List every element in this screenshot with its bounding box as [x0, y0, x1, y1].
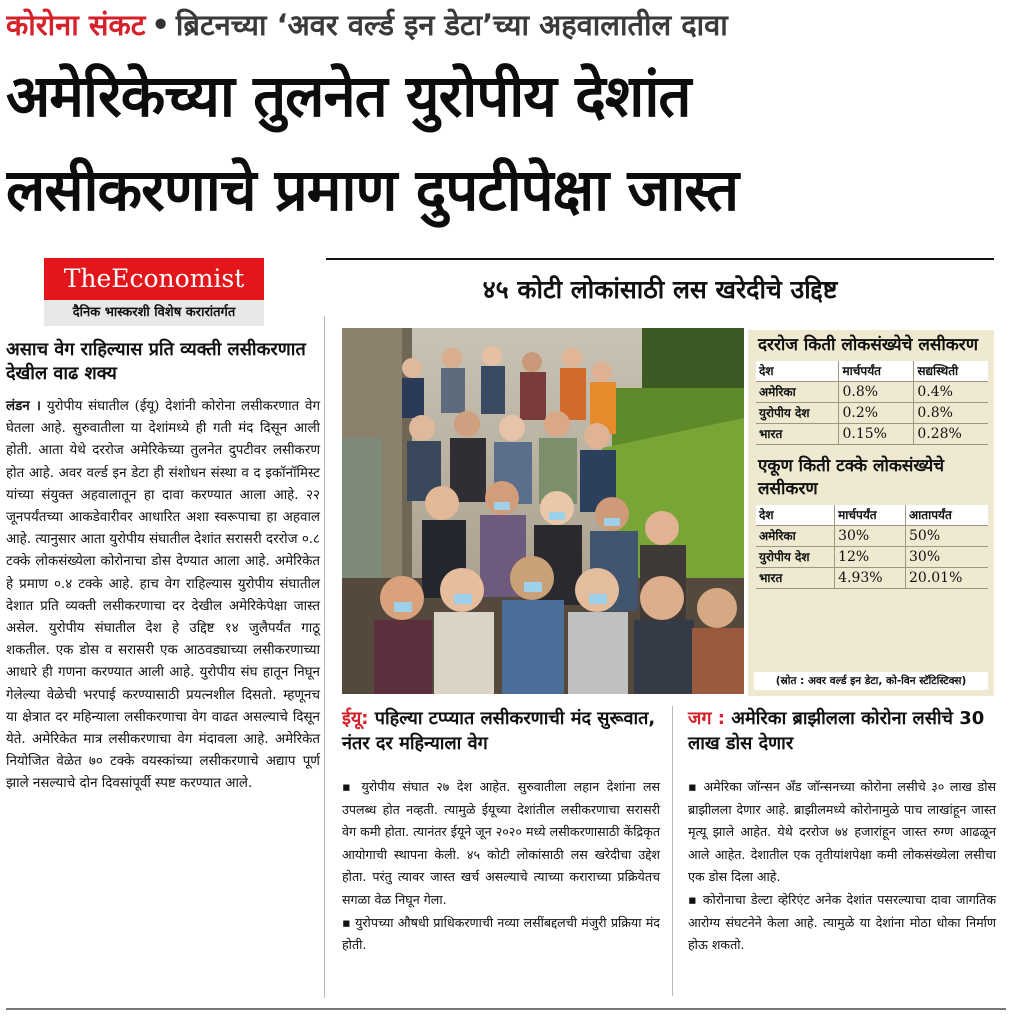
world-story-body [688, 776, 996, 957]
table-cell-country: भारत [756, 424, 839, 445]
table-cell-value: 4.93% [835, 568, 906, 589]
partner-note: दैनिक भास्करशी विशेष करारांतर्गत [44, 300, 264, 326]
col-header-country: देश [756, 361, 839, 382]
table-row [756, 526, 988, 547]
stats-panel [748, 330, 994, 696]
headline-line-2: लसीकरणाचे प्रमाण दुपटीपेक्षा जास्त [6, 156, 739, 224]
table-cell-value: 30% [835, 526, 906, 547]
table-cell-value: 12% [835, 547, 906, 568]
table-cell-value: 20.01% [906, 568, 989, 589]
kicker [6, 4, 1010, 46]
left-column-story [6, 338, 320, 796]
eu-story-body [342, 776, 660, 957]
table-cell-value: 30% [906, 547, 989, 568]
eu-label: ईयू: [342, 708, 369, 729]
world-story-headline [688, 706, 998, 756]
table-cell-country: अमेरिका [756, 526, 835, 547]
section-rule [326, 258, 994, 260]
bottom-rule [6, 1008, 1006, 1010]
col-header-march: मार्चपर्यंत [835, 505, 906, 526]
table-row [756, 424, 988, 445]
table-cell-value: 0.8% [839, 382, 914, 403]
table-cell-country: युरोपीय देश [756, 403, 839, 424]
col-header-current: सद्यस्थिती [914, 361, 988, 382]
table-row [756, 568, 988, 589]
column-divider [324, 316, 325, 998]
table-cell-value: 50% [906, 526, 989, 547]
table-header-row [756, 361, 988, 382]
left-story-text: युरोपीय संघातील (ईयू) देशांनी कोरोना लसीकरणात वेग घेतला आहे. सुरुवातीला या देशांमध्ये ही गती मंद दिसून आली होती. आता येथे दररोज अमेरिकेच्या तुलनेत दुपटीवर लसीकरण होत आहे. अवर वर्ल्ड इन डेटा ही संशोधन संस्था व द इकॉनॉमिस्ट यांच्या संयुक्त अहवालातून हा दावा करण्यात आला आहे. २२ जूनपर्यंतच्या आकडेवारीवर आधारित अशा स्वरूपाचा हा अहवाल आहे. त्यानुसार आता युरोपीय संघातील देशांत सरासरी दररोज ०.८ टक्के लोकसंख्येला कोरोनाचा डोस देण्यात आला आहे. अमेरिकेत हे प्रमाण ०.४ टक्के आहे. हाच वेग राहिल्यास युरोपीय संघातील देशात प्रति व्यक्ती लसीकरणाचा दर देखील अमेरिकेपेक्षा जास्त असेल. युरोपीय संघातील देश हे उद्दिष्ट १४ जुलैपर्यंत गाठू शकतील. एक डोस व सरासरी एक आठवड्याच्या लसीकरणाच्या आधारे ही गणना करण्यात आली आहे. युरोपीय संघ हातून निघून गेलेल्या वेळेची भरपाई करण्यासाठी प्रयत्नशील दिसतो. म्हणूनच या क्षेत्रात दर महिन्याला लसीकरणाचा वेग वाढत असल्याचे दिसून येते. अमेरिकेत मात्र लसीकरणाचा वेग मंदावला आहे. अमेरिकेत नियोजित वेळेत ७० टक्के वयस्कांच्या लसीकरणाचे अद्याप पूर्ण झाले नसल्याचे दोन दिवसांपूर्वी स्पष्ट करण्यात आले. [6, 399, 320, 792]
table-cell-country: भारत [756, 568, 835, 589]
total-vaccination-table [756, 505, 988, 589]
eu-headline-text: पहिल्या टप्प्यात लसीकरणाची मंद सुरूवात, नंतर दर महिन्याला वेग [342, 708, 656, 754]
col-header-country: देश [756, 505, 835, 526]
subheadline: ४५ कोटी लोकांसाठी लस खरेदीचे उद्दिष्ट [482, 275, 838, 304]
kicker-text: ब्रिटनच्या ‘अवर वर्ल्ड इन डेटा’च्या अहवालातील दावा [175, 8, 728, 42]
table-cell-value: 0.15% [839, 424, 914, 445]
table-cell-value: 0.2% [839, 403, 914, 424]
world-paragraph-1: ▪ अमेरिका जॉन्सन अँड जॉन्सनच्या कोरोना लसीचे ३० लाख डोस ब्राझीलला देणार आहे. ब्राझीलमध्ये कोरोनामुळे पाच लाखांहून जास्त मृत्यू झाले आहेत. येथे दररोज ७४ हजारांहून जास्त रुग्ण आढळून आले आहेत. देशातील एक तृतीयांशपेक्षा कमी लोकसंख्येला लसीचा एक डोस दिला आहे. [688, 779, 996, 885]
source-note: (स्रोत : अवर वर्ल्ड इन डेटा, को-विन स्टॅटिस्टिक्स) [754, 672, 988, 690]
daily-table-title: दररोज किती लोकसंख्येचे लसीकरण [758, 335, 979, 355]
economist-logo: TheEconomist [44, 258, 264, 300]
world-headline-text: अमेरिका ब्राझीलला कोरोना लसीचे 30 लाख डोस देणार [688, 708, 985, 754]
table-header-row [756, 505, 988, 526]
table-cell-country: युरोपीय देश [756, 547, 835, 568]
left-story-headline: असाच वेग राहिल्यास प्रति व्यक्ती लसीकरणात देखील वाढ शक्य [6, 339, 306, 384]
table-row [756, 547, 988, 568]
table-row [756, 382, 988, 403]
headline-line-1: अमेरिकेच्या तुलनेत युरोपीय देशांत [6, 62, 691, 130]
kicker-tag: कोरोना संकट [6, 8, 146, 42]
table-cell-country: अमेरिका [756, 382, 839, 403]
table-row [756, 403, 988, 424]
col-header-so-far: आतापर्यंत [906, 505, 989, 526]
world-paragraph-2: ▪ कोरोनाचा डेल्टा व्हेरिएंट अनेक देशांत पसरल्याचा दावा जागतिक आरोग्य संघटनेने केला आहे. त्यामुळे या देशांना मोठा धोका निर्माण होऊ शकतो. [688, 891, 996, 953]
queue-photo [342, 328, 744, 694]
dateline: लंडन । [6, 399, 41, 414]
total-table-title: एकूण किती टक्के लोकसंख्येचे लसीकरण [758, 456, 945, 499]
world-label: जग : [688, 708, 725, 729]
eu-story-headline [342, 706, 662, 756]
kicker-bullet: • [151, 8, 170, 42]
eu-paragraph-1: ▪ युरोपीय संघात २७ देश आहेत. सुरुवातीला लहान देशांना लस उपलब्ध होत नव्हती. त्यामुळे ईयूच्या देशांतील लसीकरणाचा सरासरी वेग कमी होता. त्यानंतर ईयूने जून २०२० मध्ये लसीकरणासाठी केंद्रिकृत आयोगाची स्थापना केली. ४५ कोटी लोकांसाठी लस खरेदीचा उद्देश होता. परंतु त्यावर जास्त खर्च असल्याचे त्याच्या कराराच्या प्रक्रियेतच सगळा वेळ निघून गेला. [342, 779, 660, 907]
daily-vaccination-table [756, 361, 988, 445]
queue-photo-illustration [342, 328, 744, 694]
left-story-body [6, 396, 320, 796]
col-header-march: मार्चपर्यंत [839, 361, 914, 382]
eu-paragraph-2: ▪ युरोपच्या औषधी प्राधिकरणाची नव्या लसींबद्दलची मंजुरी प्रक्रिया मंद होती. [342, 914, 660, 953]
table-cell-value: 0.28% [914, 424, 988, 445]
column-divider-2 [672, 706, 673, 996]
table-cell-value: 0.8% [914, 403, 988, 424]
table-cell-value: 0.4% [914, 382, 988, 403]
